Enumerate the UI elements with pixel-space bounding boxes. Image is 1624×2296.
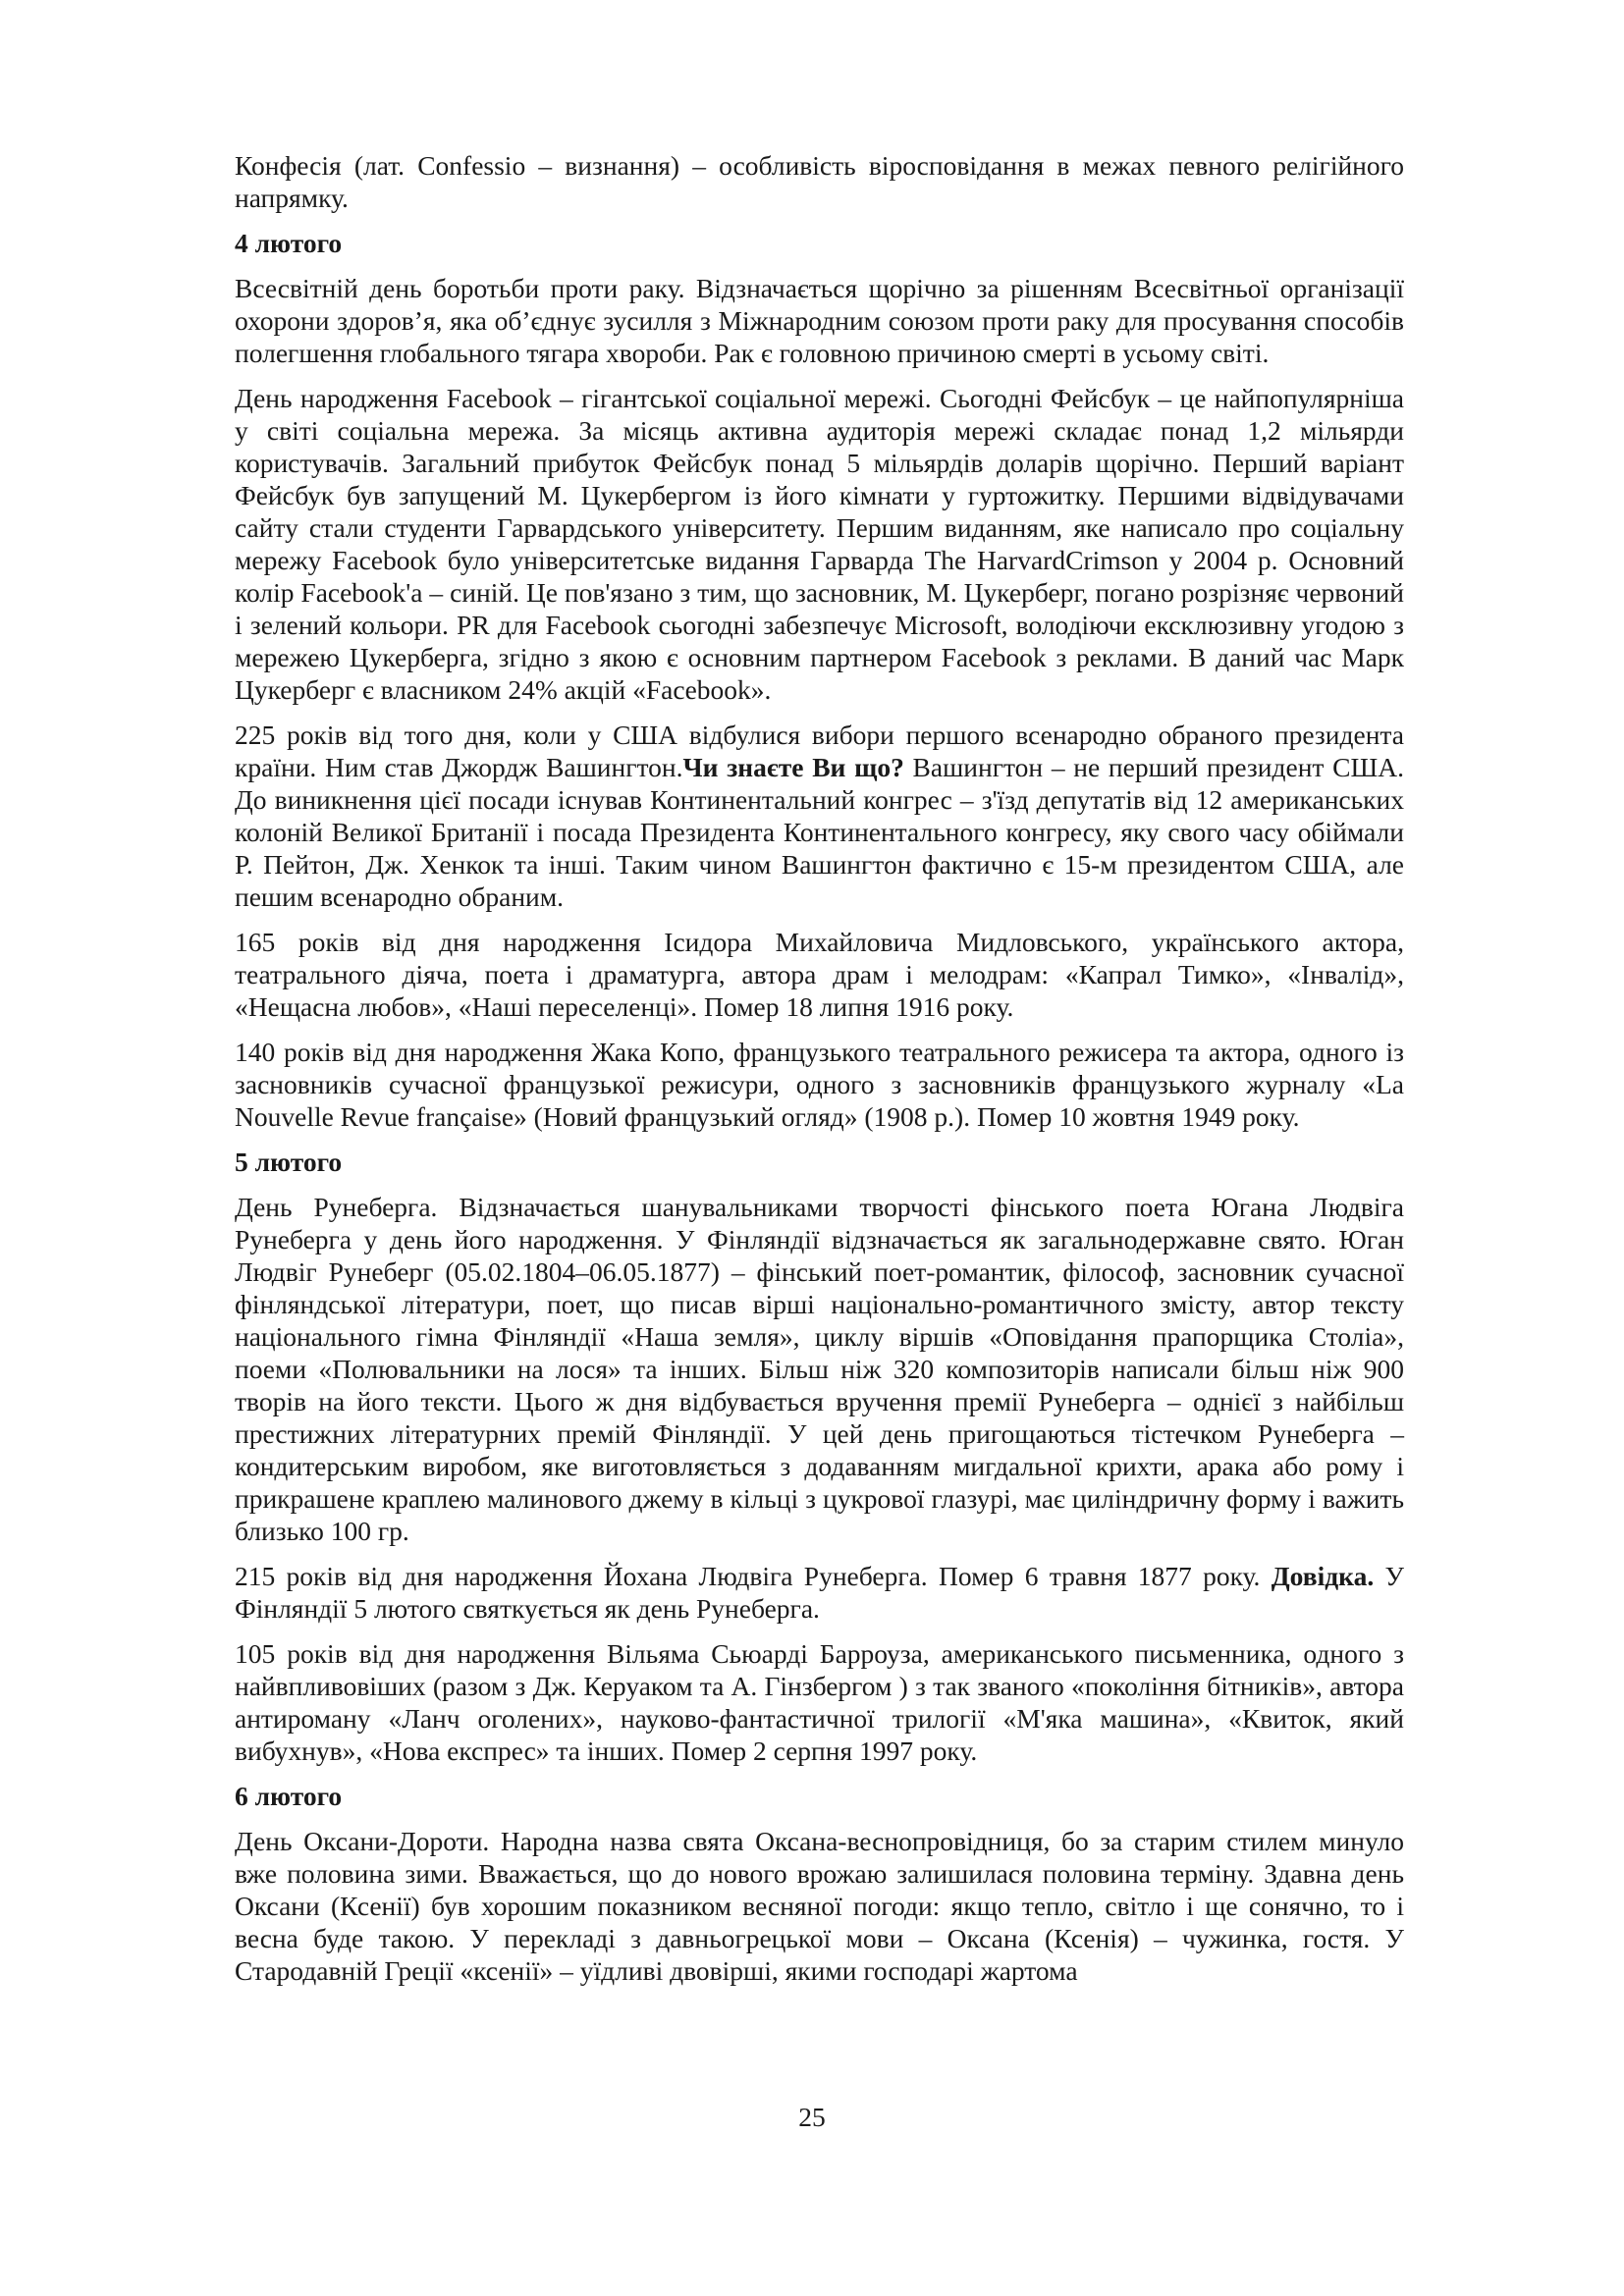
paragraph-oksana-day: День Оксани-Дороти. Народна назва свята Оксана-веснопровідниця, бо за старим стилем минуло вже половина зими. Вважається, що до нового врожаю залишилася половина терміну. Здавна день Оксани (Ксенії) був хорошим показником весняної погоди: якщо тепло, світло і ще сонячно, то і весна буде такою. У перекладі з давньогрецької мови – Оксана (Ксенія) – чужинка, гостя. У Стародавній Греції «ксенії» – уїдливі двовірші, якими господарі жартома	[235, 1826, 1404, 1986]
paragraph-us-first-election	[235, 719, 1404, 913]
document-page	[235, 149, 1404, 2000]
date-heading-feb-6: 6 лютого	[235, 1781, 343, 1811]
paragraph-text: Вашингтон – не перший президент США. До виникнення цієї посади існував Континентальний конгрес – з'їзд депутатів від 12 американських колоній Великої Британії і посада Президента Континентального конгресу, яку свого часу обіймали Р. Пейтон, Дж. Хенкок та інші. Таким чином Вашингтон фактично є 15-м президентом США, але пешим всенародно обраним.	[235, 752, 1404, 912]
paragraph-runeberg-day: День Рунеберга. Відзначається шанувальниками творчості фінського поета Югана Людвіга Рунеберга у день його народження. У Фінляндії відзначається як загальнодержавне свято. Юган Людвіг Рунеберг (05.02.1804–06.05.1877) – фінський поет-романтик, філософ, засновник сучасної фінляндської літератури, поет, що писав вірші національно-романтичного змісту, автор тексту національного гімна Фінляндії «Наша земля», циклу віршів «Оповідання прапорщика Століа», поеми «Полювальники на лося» та інших. Більш ніж 320 композиторів написали більш ніж 900 творів на його тексти. Цього ж дня відбувається вручення премії Рунеберга – однієї з найбільш престижних літературних премій Фінляндії. У цей день пригощаються тістечком Рунеберга – кондитерським виробом, яке виготовляється з додаванням мигдальної крихти, арака або рому і прикрашене краплею малинового джему в кільці з цукрової глазурі, має циліндричну форму і важить близько 100 гр.	[235, 1192, 1404, 1546]
reference-label: Довідка.	[1271, 1561, 1375, 1591]
date-heading-feb-5: 5 лютого	[235, 1147, 343, 1177]
paragraph-runeberg-birth	[235, 1560, 1404, 1625]
paragraph-text: 215 років від дня народження Йохана Людвіга Рунеберга. Помер 6 травня 1877 року.	[235, 1561, 1272, 1591]
date-heading-feb-4: 4 лютого	[235, 228, 343, 258]
paragraph-confession: Конфесія (лат. Confessio – визнання) – особливість віросповідання в межах певного релігійного напрямку.	[235, 150, 1404, 213]
paragraph-jacques-copeau: 140 років від дня народження Жака Копо, французького театрального режисера та актора, одного із засновників сучасної французької режисури, одного з засновників французького журналу «La Nouvelle Revue française» (Новий французький огляд» (1908 р.). Помер 10 жовтня 1949 року.	[235, 1037, 1404, 1132]
paragraph-facebook-birthday: День народження Facebook – гігантської соціальної мережі. Сьогодні Фейсбук – це найпопулярніша у світі соціальна мережа. За місяць активна аудиторія мережі складає понад 1,2 мільярди користувачів. Загальний прибуток Фейсбук понад 5 мільярдів доларів щорічно. Перший варіант Фейсбук був запущений М. Цукербергом із його кімнати у гуртожитку. Першими відвідувачами сайту стали студенти Гарвардського університету. Першим виданням, яке написало про соціальну мережу Facebook було університетське видання Гарварда The HarvardCrimson у 2004 р. Основний колір Facebook'а – синій. Це пов'язано з тим, що засновник, М. Цукерберг, погано розрізняє червоний і зелений кольори. PR для Facebook сьогодні забезпечує Microsoft, володіючи ексклюзивну угодою з мережею Цукерберга, згідно з якою є основним партнером Facebook з реклами. В даний час Марк Цукерберг є власником 24% акцій «Facebook».	[235, 383, 1404, 705]
page-number: 25	[798, 2102, 826, 2132]
paragraph-mydlovsky: 165 років від дня народження Ісидора Михайловича Мидловського, українського актора, театрального діяча, поета і драматурга, автора драм і мелодрам: «Капрал Тимко», «Інвалід», «Нещасна любов», «Наші переселенці». Помер 18 липня 1916 року.	[235, 927, 1404, 1022]
paragraph-world-cancer-day: Всесвітній день боротьби проти раку. Відзначається щорічно за рішенням Всесвітньої організації охорони здоров’я, яка об’єднує зусилля з Міжнародним союзом проти раку для просування способів полегшення глобального тягара хвороби. Рак є головною причиною смерті в усьому світі.	[235, 273, 1404, 368]
paragraph-burroughs: 105 років від дня народження Вільяма Сьюарді Барроуза, американського письменника, одного з найвпливовіших (разом з Дж. Керуаком та А. Гінзбергом ) з так званого «покоління бітників», автора антироману «Ланч оголених», науково-фантастичної трилогії «М'яка машина», «Квиток, який вибухнув», «Нова експрес» та інших. Помер 2 серпня 1997 року.	[235, 1638, 1404, 1766]
paragraph-text: У Фінляндії 5 лютого святкується як день Рунеберга.	[235, 1561, 1404, 1624]
paragraph-text: 225 років від того дня, коли у США відбулися вибори першого всенародно обраного президента країни. Ним став Джордж Вашингтон.	[235, 720, 1404, 782]
did-you-know-label: Чи знаєте Ви що?	[682, 752, 904, 782]
